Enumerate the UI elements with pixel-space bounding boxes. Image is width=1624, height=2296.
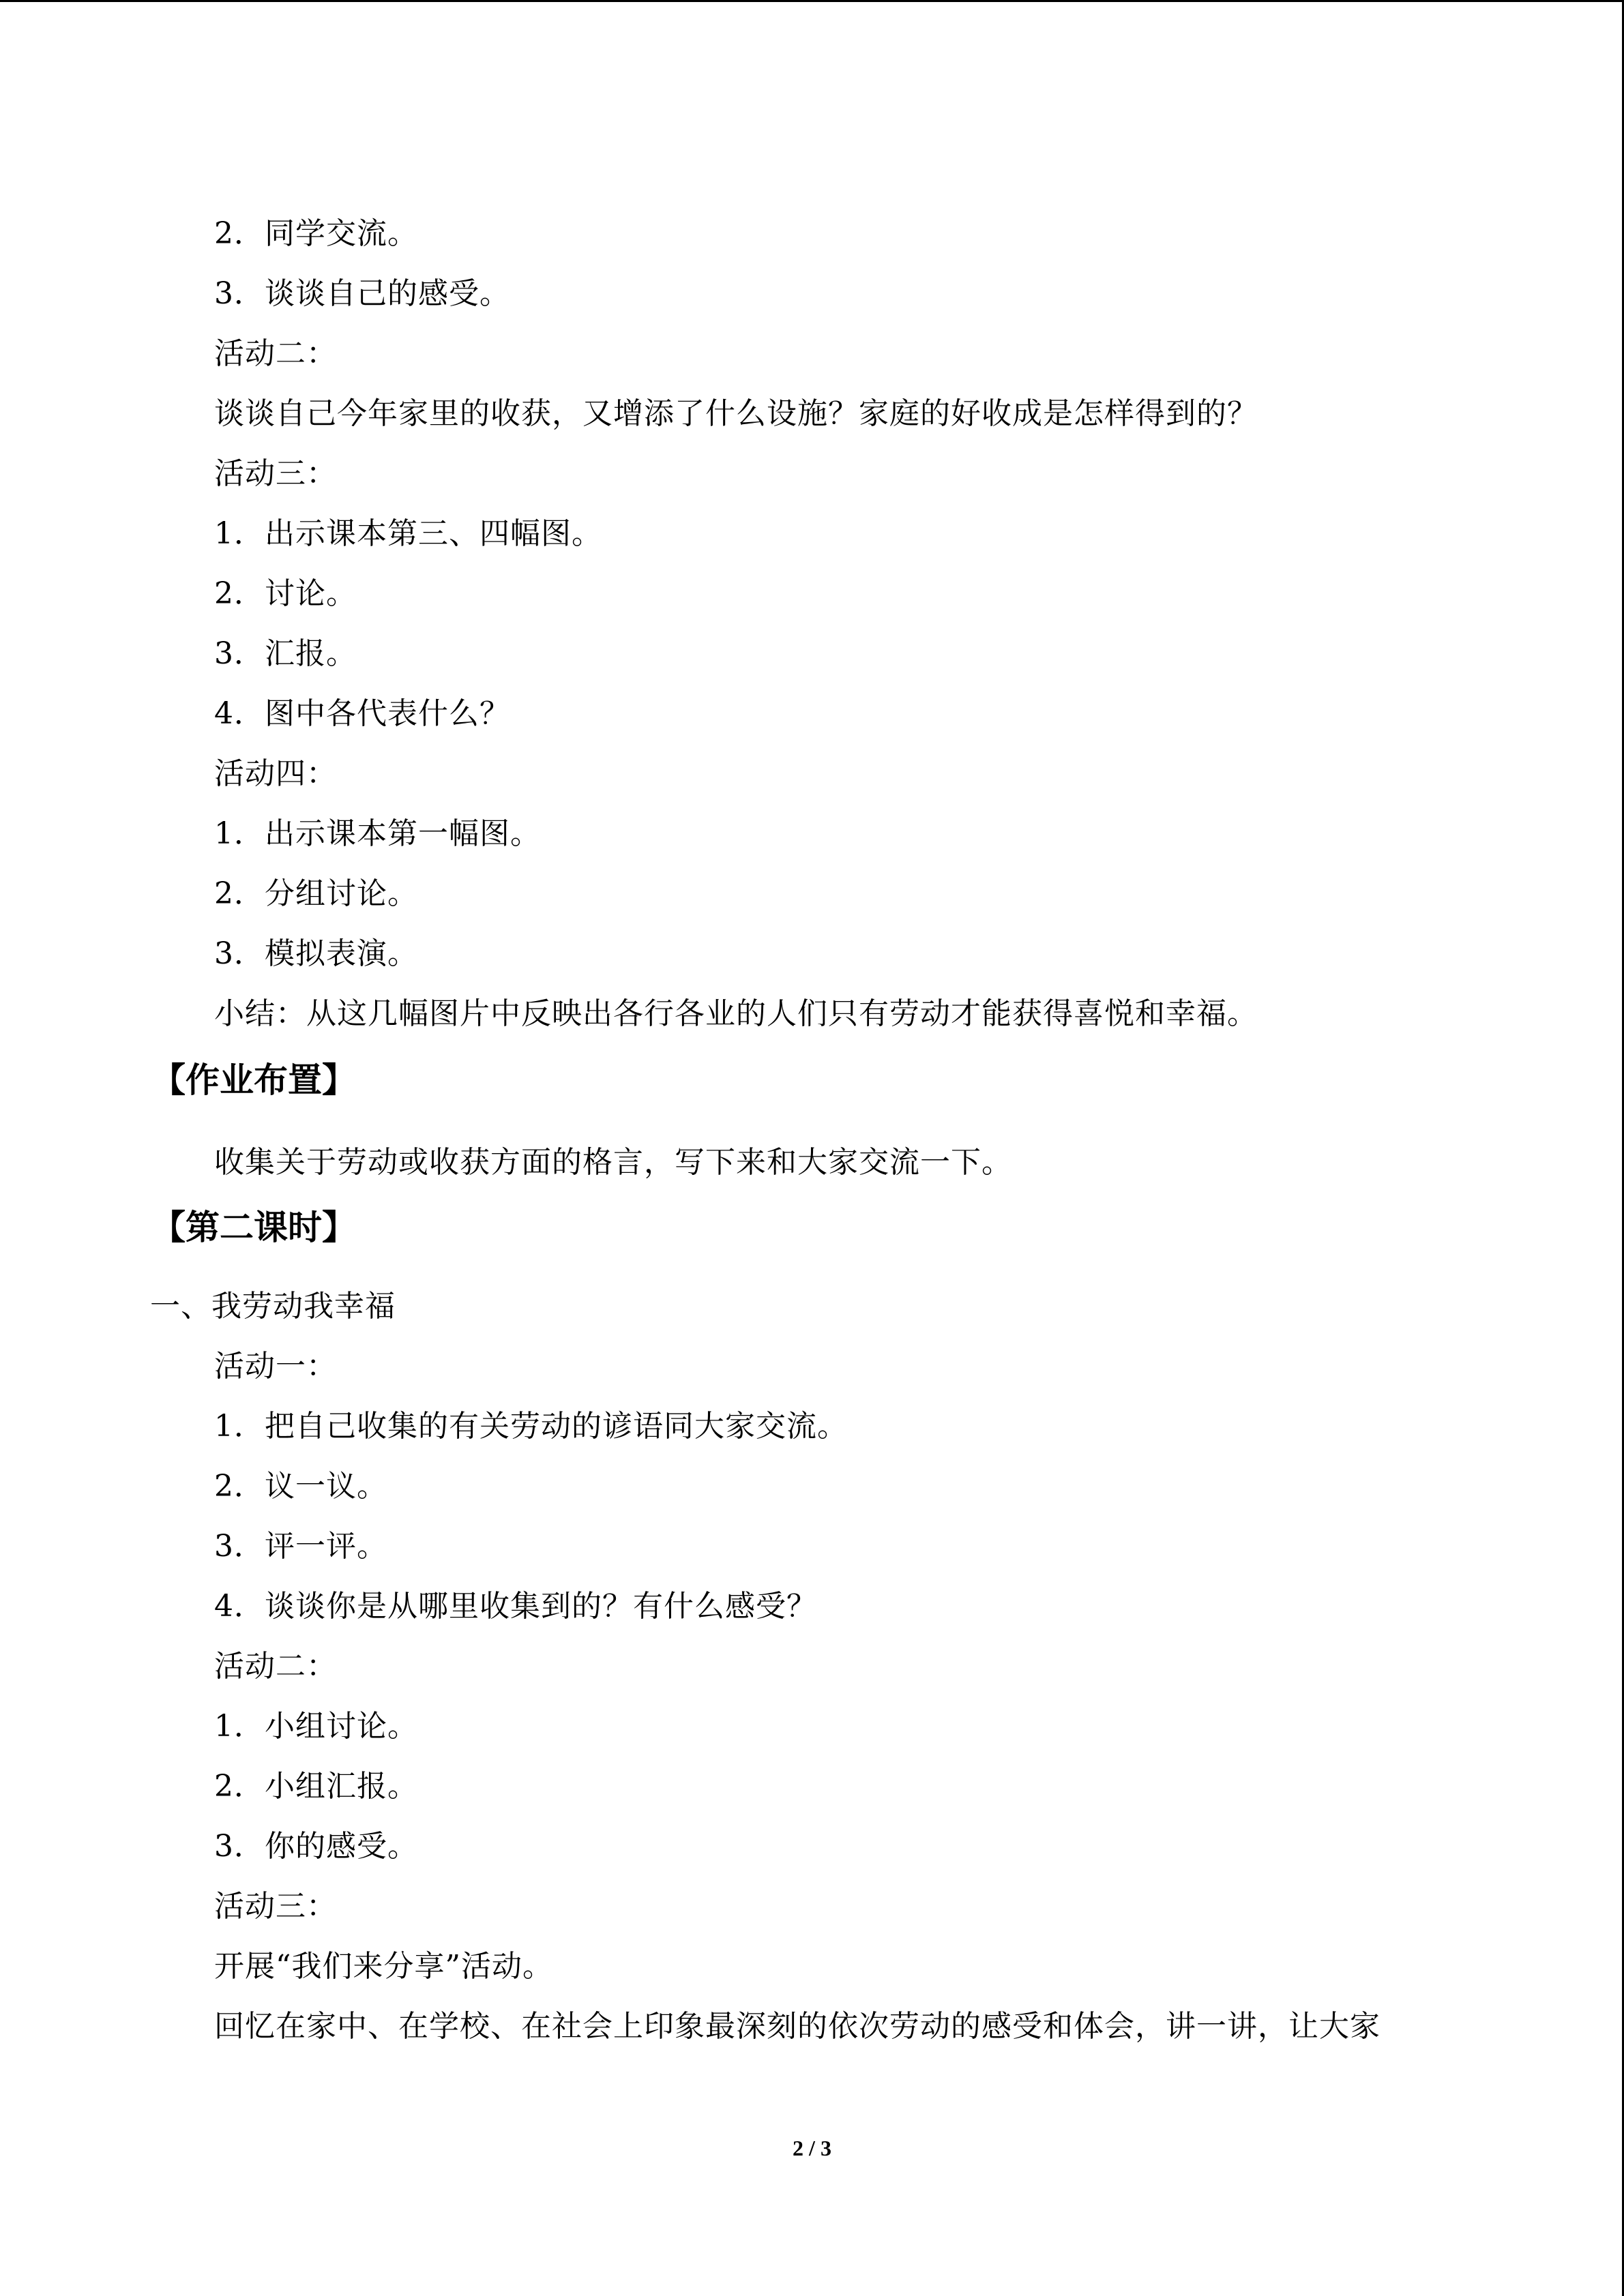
text-line: 活动一： [214,1349,337,1384]
text-line: 回忆在家中、在学校、在社会上印象最深刻的依次劳动的感受和体会，讲一讲，让大家 [214,2009,1381,2044]
text-line: 2．议一议。 [214,1469,387,1504]
text-line: 2．讨论。 [214,576,357,611]
text-line: 3．谈谈自己的感受。 [214,276,510,311]
text-line: 1．小组讨论。 [214,1709,418,1744]
page-number: 2 / 3 [793,2136,831,2160]
heading-homework: 【作业布置】 [151,1060,356,1100]
text-line: 活动四： [214,756,337,791]
text-line: 活动三： [214,456,337,491]
text-line: 3．评一评。 [214,1529,387,1564]
text-line: 2．分组讨论。 [214,876,418,911]
text-line: 3．模拟表演。 [214,936,418,971]
section-title: 一、我劳动我幸福 [150,1289,396,1324]
text-line: 1．出示课本第一幅图。 [214,816,541,851]
text-line: 开展“我们来分享”活动。 [214,1949,553,1984]
text-line: 3．汇报。 [214,636,357,671]
heading-second-lesson: 【第二课时】 [151,1208,356,1247]
text-line: 活动二： [214,336,337,371]
text-line: 谈谈自己今年家里的收获，又增添了什么设施？家庭的好收成是怎样得到的？ [214,396,1258,431]
homework-text: 收集关于劳动或收获方面的格言，写下来和大家交流一下。 [214,1145,1012,1180]
text-line: 1．把自己收集的有关劳动的谚语同大家交流。 [214,1409,848,1444]
text-line: 3．你的感受。 [214,1829,418,1864]
text-line: 活动二： [214,1649,337,1684]
text-line: 4．图中各代表什么？ [214,696,510,731]
text-line: 2．小组汇报。 [214,1769,418,1804]
summary-line: 小结：从这几幅图片中反映出各行各业的人们只有劳动才能获得喜悦和幸福。 [214,996,1258,1031]
text-line: 活动三： [214,1889,337,1924]
text-line: 1．出示课本第三、四幅图。 [214,516,602,551]
text-line: 2．同学交流。 [214,216,418,251]
text-line: 4．谈谈你是从哪里收集到的？有什么感受？ [214,1589,817,1624]
